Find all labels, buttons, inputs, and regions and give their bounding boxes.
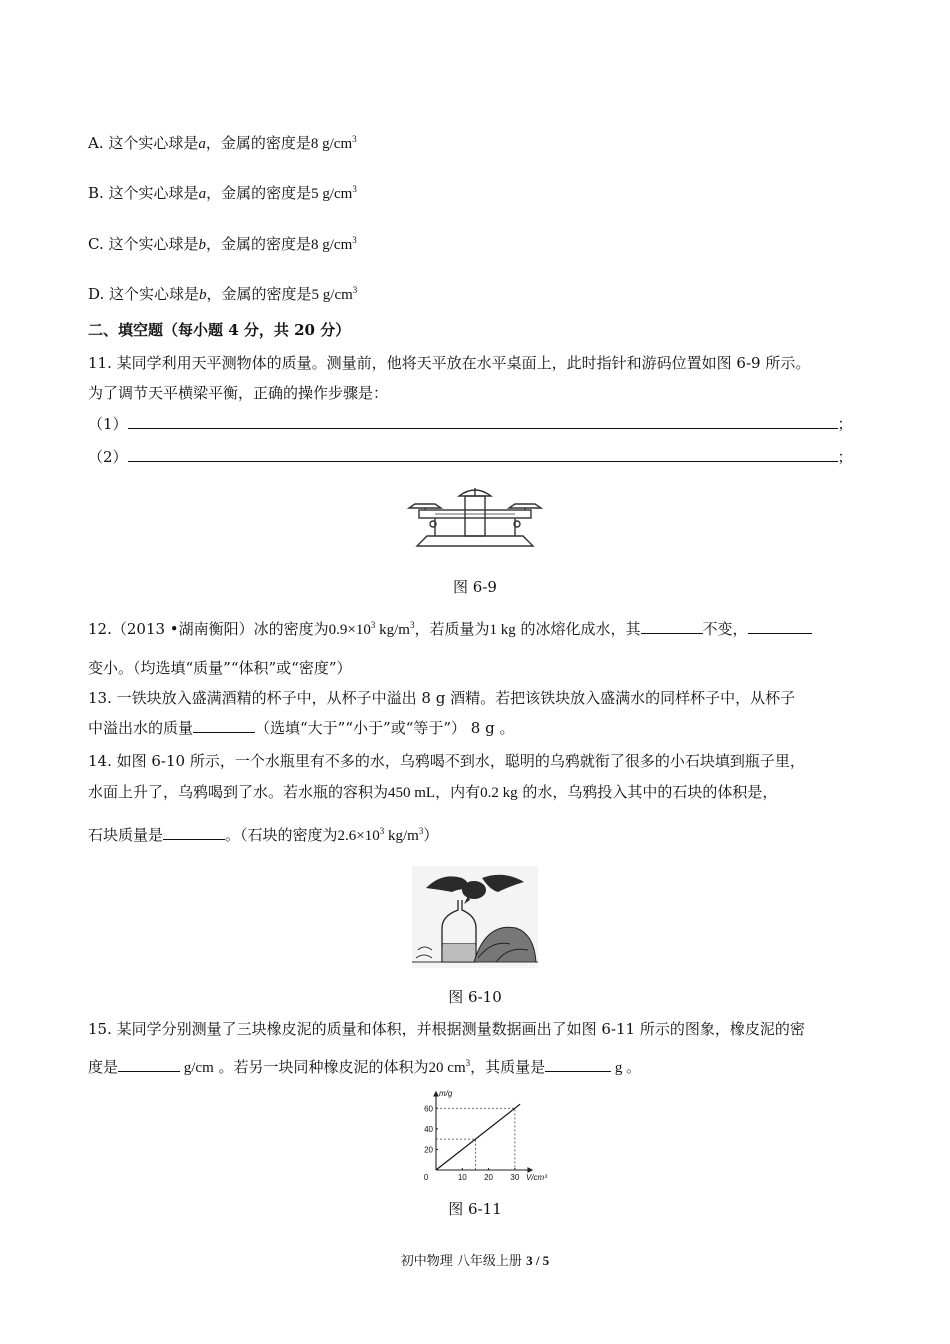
q14-water-mass: 0.2 kg [480, 785, 518, 801]
q13-text-a: 中溢出水的质量 [88, 719, 194, 737]
y-axis-label: m/g [439, 1089, 453, 1098]
q15-blank-2[interactable] [545, 1057, 611, 1072]
option-b-ball: a [198, 186, 207, 202]
option-d-exp: 3 [352, 285, 358, 295]
q13-line2 [88, 718, 514, 738]
q12-blank-1[interactable] [641, 619, 703, 634]
q12-density: 0.9×10 [328, 622, 371, 638]
q14-text-f: ） [423, 826, 439, 844]
option-d-mid: ，金属的密度是 [206, 285, 312, 303]
q11-line2: 为了调节天平横梁平衡，正确的操作步骤是： [88, 384, 389, 402]
x-tick-label: 0 [423, 1173, 429, 1182]
option-d-ball: b [199, 287, 207, 303]
page-footer [0, 1250, 950, 1269]
q11-step1 [88, 414, 853, 434]
q15-volume: 20 cm [428, 1060, 466, 1076]
section-title: 二、填空题（每小题 4 分，共 20 分） [88, 321, 351, 339]
q14-density-exp: 3 [379, 826, 385, 836]
q11-step2-end: ； [837, 448, 853, 466]
q14-text-c: 的水，乌鸦投入其中的石块的体积是， [517, 783, 778, 801]
y-axis-arrow [434, 1092, 438, 1096]
q11-step1-blank[interactable] [128, 414, 838, 429]
q14-text-e: 。（石块的密度为 [225, 826, 338, 844]
q15-text-d: g 。 [611, 1060, 642, 1076]
q15-line1: 15. 某同学分别测量了三块橡皮泥的质量和体积，并根据测量数据画出了如图 6-11 所示的图象，橡皮泥的密 [88, 1020, 805, 1038]
page-number: 3 / 5 [526, 1253, 550, 1268]
x-tick-label: 10 [457, 1173, 467, 1182]
option-b [88, 183, 357, 204]
q13-line1: 13. 一铁块放入盛满酒精的杯子中，从杯子中溢出 8 g 酒精。若把该铁块放入盛满水的同样杯子中，从杯子 [88, 689, 796, 707]
option-b-mid: ，金属的密度是 [206, 184, 312, 202]
q15-line2 [88, 1057, 641, 1078]
chart-series [436, 1104, 520, 1170]
q12-mass: 1 kg [489, 622, 516, 638]
option-a-mid: ，金属的密度是 [205, 134, 311, 152]
x-axis-label: V/cm³ [526, 1173, 547, 1182]
q14-text-a: 水面上升了，乌鸦喝到了水。若水瓶的容积为 [88, 783, 389, 801]
x-tick-label: 20 [484, 1173, 494, 1182]
x-axis-arrow [528, 1168, 532, 1172]
q11-step1-end: ； [837, 415, 853, 433]
y-tick-label: 60 [424, 1104, 433, 1114]
q15-blank-1[interactable] [118, 1057, 180, 1072]
q12-blank-2[interactable] [748, 619, 812, 634]
figure-6-11-caption: 图 6-11 [448, 1200, 502, 1218]
figure-6-10-caption: 图 6-10 [448, 988, 502, 1006]
q13-text-b: （选填“大于”“小于”或“等于”） 8 g 。 [255, 719, 515, 737]
option-b-exp: 3 [352, 184, 357, 194]
option-d [88, 284, 357, 305]
q14-line1: 14. 如图 6-10 所示，一个水瓶里有不多的水，乌鸦喝不到水，聪明的乌鸦就衔了很多的小石块填到瓶子里， [88, 752, 805, 770]
figure-6-9-caption: 图 6-9 [453, 578, 497, 596]
q14-blank[interactable] [163, 825, 225, 840]
option-c-label: C. 这个实心球是 [88, 235, 199, 253]
y-tick-label: 40 [424, 1124, 433, 1134]
q14-text-b: ，内有 [435, 783, 481, 801]
q15-text-b: 。若另一块同种橡皮泥的体积为 [213, 1058, 429, 1076]
option-d-label: D. 这个实心球是 [88, 285, 200, 303]
q14-density: 2.6×10 [337, 828, 380, 844]
option-a-ball: a [198, 136, 206, 152]
option-c-value: 8 g/cm [311, 237, 353, 253]
option-a-exp: 3 [352, 134, 357, 144]
q14-text-d: 石块质量是 [88, 826, 164, 844]
option-d-value: 5 g/cm [311, 287, 353, 303]
q12-text-b: ，若质量为 [414, 620, 490, 638]
footer-text: 初中物理 八年级上册 [400, 1254, 527, 1269]
q11-step2-label: （2） [88, 448, 128, 466]
q15-unit: g/cm [180, 1060, 214, 1076]
q14-unit: kg/m [384, 828, 419, 844]
q12-unit-exp: 3 [409, 620, 415, 630]
option-b-label: B. 这个实心球是 [88, 184, 199, 202]
q15-volume-exp: 3 [465, 1058, 471, 1068]
q12-text-a: 12.（2013 •湖南衡阳）冰的密度为 [88, 620, 329, 638]
q12-unit: kg/m [375, 622, 410, 638]
q14-line2 [88, 782, 777, 803]
q11-step1-label: （1） [88, 415, 128, 433]
balance-figure [405, 482, 545, 552]
q12-text-c: 的冰熔化成水，其 [515, 620, 641, 638]
q14-volume: 450 mL [388, 785, 436, 801]
q13-blank[interactable] [193, 718, 255, 733]
q15-text-c: ，其质量是 [470, 1058, 546, 1076]
option-b-value: 5 g/cm [311, 186, 353, 202]
q12-line1 [88, 619, 812, 640]
q11-step2 [88, 447, 853, 467]
series-line [436, 1104, 520, 1170]
mass-volume-chart [410, 1089, 547, 1186]
q14-unit-exp: 3 [418, 826, 424, 836]
q12-density-exp: 3 [370, 620, 376, 630]
q11-line1: 11. 某同学利用天平测物体的质量。测量前，他将天平放在水平桌面上，此时指针和游码位置如图 6-9 所示。 [88, 354, 811, 372]
option-c [88, 234, 357, 255]
option-c-ball: b [198, 237, 206, 253]
x-tick-label: 30 [510, 1173, 520, 1182]
option-c-exp: 3 [352, 235, 357, 245]
crow-bottle-figure [412, 866, 538, 968]
q12-line2: 变小。（均选填“质量”“体积”或“密度”） [88, 659, 352, 677]
option-a-label: A. 这个实心球是 [88, 134, 199, 152]
y-tick-label: 20 [424, 1145, 433, 1155]
option-a-value: 8 g/cm [310, 136, 353, 152]
q11-step2-blank[interactable] [128, 447, 838, 462]
q14-line3 [88, 825, 438, 846]
option-a [88, 133, 357, 154]
q12-text-d: 不变， [702, 620, 748, 638]
option-c-mid: ，金属的密度是 [205, 235, 311, 253]
q15-text-a: 度是 [88, 1058, 119, 1076]
